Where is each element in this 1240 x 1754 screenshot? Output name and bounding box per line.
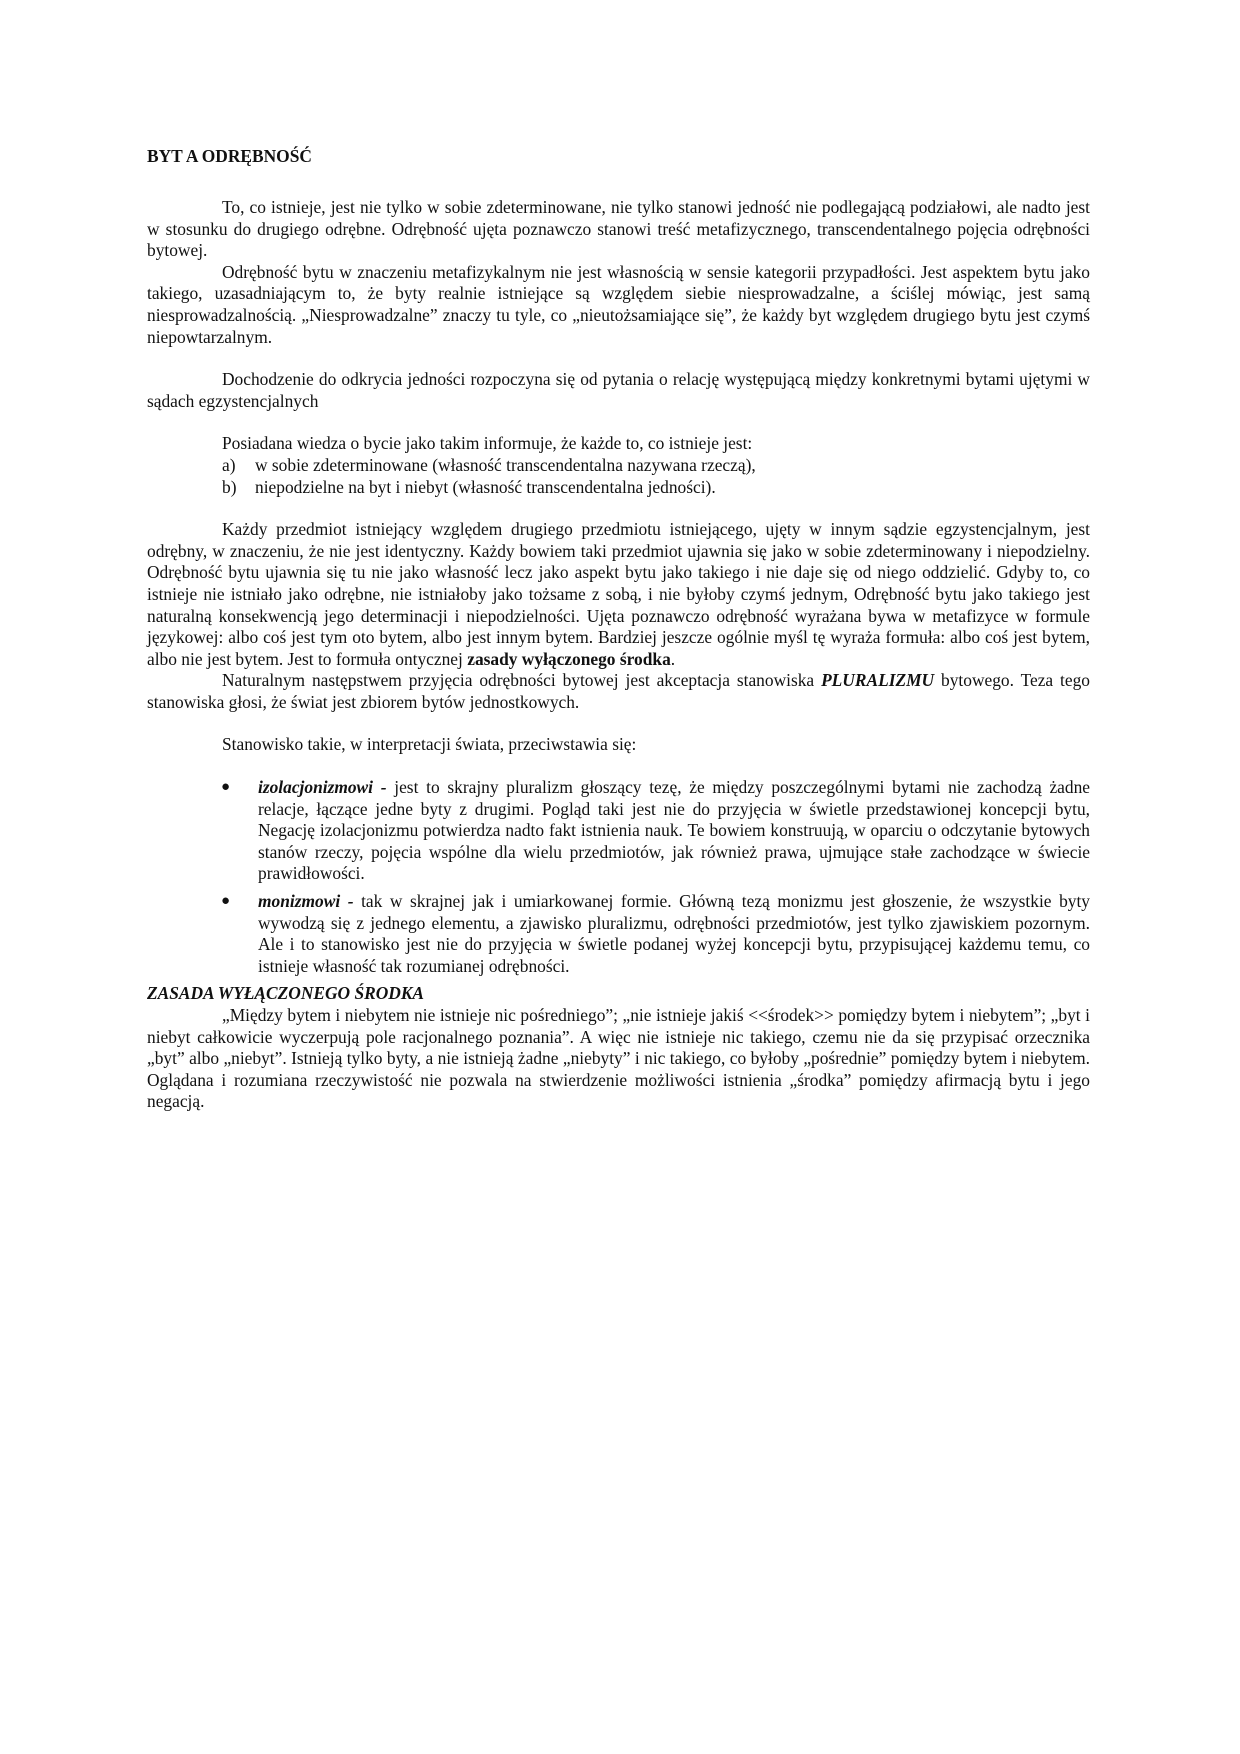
paragraph-6-start: Naturalnym następstwem przyjęcia odrębności bytowej jest akceptacja stanowiska — [222, 670, 815, 691]
bullet-icon: ● — [221, 779, 231, 796]
paragraph-6-end: bytowego. Teza tego stanowiska głosi, że świat jest zbiorem bytów jednostkowych. — [147, 670, 1090, 712]
paragraph-5 — [147, 519, 1090, 670]
bullet-icon: ● — [221, 893, 231, 910]
bullet-text — [258, 891, 1090, 977]
section-title: ZASADA WYŁĄCZONEGO ŚRODKA — [147, 983, 425, 1004]
list-label: b) — [222, 476, 237, 497]
pluralism-term: PLURALIZMU — [821, 670, 935, 691]
bullet-item — [147, 777, 1090, 885]
bullet-text — [258, 777, 1090, 885]
bullet-term: monizmowi - — [258, 891, 354, 912]
list-item — [147, 455, 1090, 477]
paragraph-2: Odrębność bytu w znaczeniu metafizykalnym nie jest własnością w sensie kategorii przypadłości. Jest aspektem bytu jako takiego, uzasadniającym to, że byty realnie istniejące są względem siebie niesprowadzalne, a ściślej mówiąc, jest samą niesprowadzalnością. „Niesprowadzalne” znaczy tu tyle, co „nieutożsamiające się”, że każdy byt względem drugiego bytu jest czymś niepowtarzalnym. — [147, 261, 1090, 347]
paragraph-8: „Między bytem i niebytem nie istnieje nic pośredniego”; „nie istnieje jakiś <<środek>> pomiędzy bytem i niebytem”; „byt i niebyt całkowicie wyczerpują pole racjonalnego poznania”. A więc nie istnieje nic takiego, czemu nie da się przypisać orzecznika „byt” albo „niebyt”. Istnieją tylko byty, a nie istnieją żadne „niebyty” i nic takiego, co byłoby „pośrednie” pomiędzy bytem i niebytem. Oglądana i rozumiana rzeczywistość nie pozwala na stwierdzenie możliwości istnienia „środka” pomiędzy afirmacją bytu i jego negacją. — [147, 1005, 1090, 1112]
paragraph-7: Stanowisko takie, w interpretacji świata, przeciwstawia się: — [222, 734, 637, 755]
paragraph-5-text: Każdy przedmiot istniejący względem drugiego przedmiotu istniejącego, ujęty w innym sądzie egzystencjalnym, jest odrębny, w znaczeniu, że nie jest identyczny. Każdy bowiem taki przedmiot ujawnia się jako w sobie zdeterminowany i niepodzielny. Odrębność bytu ujawnia się tu nie jako własność lecz jako aspekt bytu jako takiego i nie daje się od niego oddzielić. Gdyby to, co istnieje nie istniało jako odrębne, nie istniałoby jako tożsame z sobą, i nie byłoby czymś jednym, Odrębność bytu jako takiego jest naturalną konsekwencją jego determinacji i niepodzielności. Ujęta poznawczo odrębność wyrażana bywa w metafizyce w formule językowej: albo coś jest tym oto bytem, albo jest innym bytem. Bardziej jeszcze ogólnie myśl tę wyraża formuła: albo coś jest bytem, albo nie jest bytem. Jest to formuła ontycznej — [147, 519, 1090, 669]
list-item — [147, 477, 1090, 499]
paragraph-5-bold: zasady wyłączonego środka — [467, 648, 671, 669]
bullet-item — [147, 891, 1090, 977]
paragraph-3: Dochodzenie do odkrycia jedności rozpoczyna się od pytania o relację występującą między konkretnymi bytami ujętymi w sądach egzystencjalnych — [147, 369, 1090, 411]
bullet-body: jest to skrajny pluralizm głoszący tezę, że między poszczególnymi bytami nie zachodzą żadne relacje, łączące jedne byty z drugimi. Pogląd taki jest nie do przyjęcia w świetle przedstawionej koncepcji bytu, Negację izolacjonizmu potwierdza nadto fakt istnienia nauk. Te bowiem konstruują, w oparciu o odczytanie bytowych stanów rzeczy, pojęcia wspólne dla wielu przedmiotów, jak również prawa, ujmujące stałe zachodzące w świecie prawidłowości. — [258, 777, 1091, 884]
opposition-list — [147, 777, 1090, 977]
list-label: a) — [222, 454, 236, 475]
paragraph-5-end: . — [670, 648, 676, 669]
bullet-body: tak w skrajnej jak i umiarkowanej formie. Główną tezą monizmu jest głoszenie, że wszystkie byty wywodzą się z jednego elementu, a zjawisko pluralizmu, odrębności przedmiotów, jest tylko zjawiskiem pozornym. Ale i to stanowisko jest nie do przyjęcia w świetle podanej wyżej koncepcji bytu, przypisującej każdemu temu, co istnieje własność tak rozumianej odrębności. — [258, 891, 1090, 976]
paragraph-6 — [147, 670, 1090, 713]
property-list — [147, 455, 1090, 498]
paragraph-1: To, co istnieje, jest nie tylko w sobie zdeterminowane, nie tylko stanowi jedność nie podlegającą podziałowi, ale nadto jest w stosunku do drugiego odrębne. Odrębność ujęta poznawczo stanowi treść metafizycznego, transcendentalnego pojęcia odrębności bytowej. — [147, 197, 1090, 261]
bullet-term: izolacjonizmowi - — [258, 777, 387, 798]
document-page — [147, 145, 1090, 1113]
list-text: w sobie zdeterminowane (własność transcendentalna nazywana rzeczą), — [255, 454, 756, 475]
list-text: niepodzielne na byt i niebyt (własność transcendentalna jedności). — [255, 476, 716, 497]
paragraph-4: Posiadana wiedza o bycie jako takim informuje, że każde to, co istnieje jest: — [222, 433, 753, 454]
document-title: BYT A ODRĘBNOŚĆ — [147, 146, 312, 166]
